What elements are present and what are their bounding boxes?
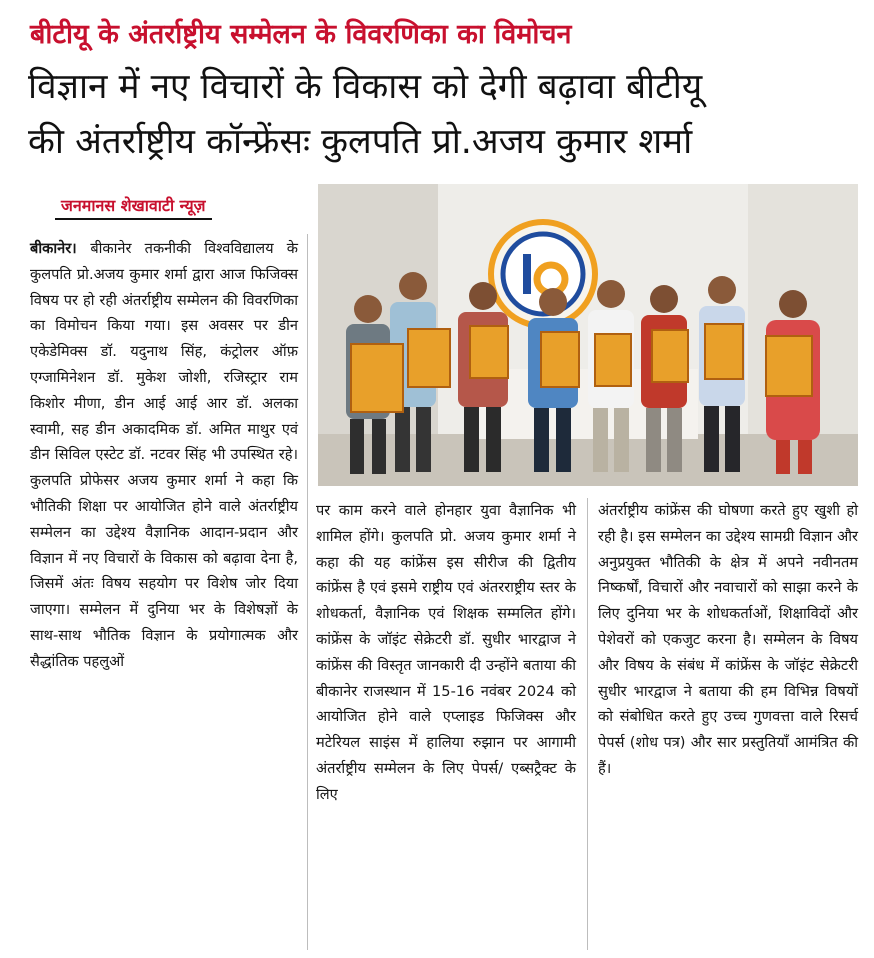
column-rule-1 [307,234,308,950]
article-column-3: अंतर्राष्ट्रीय कांफ्रेंस की घोषणा करते हुए खुशी हो रही है। इस सम्मेलन का उद्देश्य सामग्री विज्ञान और अनुप्रयुक्त भौतिकी के क्षेत्र में अपने नवीनतम निष्कर्षों, विचारों और नवाचारों को साझा करने के लिए दुनिया भर के शोधकर्ताओं, शिक्षाविदों और पेशेवरों को एकजुट करना है। सम्मेलन के विषय और विषय के संबंध में कांफ्रेंस के जॉइंट सेक्रेटरी सुधीर भारद्वाज ने बताया की हम विभिन्न विषयों को संबोधित करते हुए उच्च गुणवत्ता वाले रिसर्च पेपर्स (शोध पत्र) और सार प्रस्तुतियाँ आमंत्रित की हैं। [598,502,858,777]
headline-line-2: की अंतर्राष्ट्रीय कॉन्फ्रेंसः कुलपति प्रो.अजय कुमार शर्मा [28,122,693,162]
headline-line-1: विज्ञान में नए विचारों के विकास को देगी बढ़ावा बीटीयू [28,67,703,107]
article-headline [28,60,858,170]
article-column-2: पर काम करने वाले होनहार युवा वैज्ञानिक भी शामिल होंगे। कुलपति प्रो. अजय कुमार शर्मा ने कहा की यह कांफ्रेंस इस सीरीज की द्वितीय कांफ्रेंस है एवं इसमे राष्ट्रीय एवं अंतरराष्ट्रीय स्तर के शोधकर्ता, वैज्ञानिक एवं शिक्षक सम्मलित होंगे।कांफ्रेंस के जॉइंट सेक्रेटरी डॉ. सुधीर भारद्वाज ने कांफ्रेंस की विस्तृत जानकारी दी उन्होंने बताया की बीकानेर राजस्थान में 15-16 नवंबर 2024 को आयोजित होने वाले एप्लाइड फिजिक्स और मटेरियल साइंस में हालिया रुझान पर आगामी अंतर्राष्ट्रीय सम्मेलन के लिए पेपर्स/ एब्सट्रैक्ट के लिए [316,502,576,803]
article-column-1 [30,236,298,952]
column-rule-2 [587,498,588,950]
group-photo [318,184,858,486]
byline: जनमानस शेखावाटी न्यूज़ [55,194,212,220]
dateline: बीकानेर। [30,240,91,257]
column-1-body: बीकानेर तकनीकी विश्वविद्यालय के कुलपति प्रो.अजय कुमार शर्मा द्वारा आज फिजिक्स विषय पर हो रही अंतर्राष्ट्रीय सम्मेलन की विवरणिका का विमोचन किया गया। इस अवसर पर डीन एकेडेमिक्स डॉ. यदुनाथ सिंह, कंट्रोलर ऑफ़ एग्जामिनेशन डॉ. मुकेश जोशी, रजिस्ट्रार राम किशोर मीणा, डीन आई आई आर डॉ. अलका स्वामी, सह डीन अकादमिक डॉ. अमित माथुर एवं डीन सिविल एस्टेट डॉ. नटवर सिंह भी उपस्थित रहे। कुलपति प्रोफेसर अजय कुमार शर्मा ने कहा कि भौतिकी शिक्षा पर आयोजित होने वाले अंतर्राष्ट्रीय सम्मेलन का उद्देश्य वैज्ञानिक आदान-प्रदान और विज्ञान में नए विचारों के विकास को बढ़ावा देना है, जिसमें अंतः विषय सहयोग पर विशेष जोर दिया जाएगा। सम्मेलन में दुनिया भर के विशेषज्ञों के साथ-साथ भौतिक विज्ञान के प्रयोगात्मक और सैद्धांतिक पहलुओं [30,240,298,670]
group-photo-illustration [318,184,858,486]
article-kicker: बीटीयू के अंतर्राष्ट्रीय सम्मेलन के विवरणिका का विमोचन [30,19,572,50]
